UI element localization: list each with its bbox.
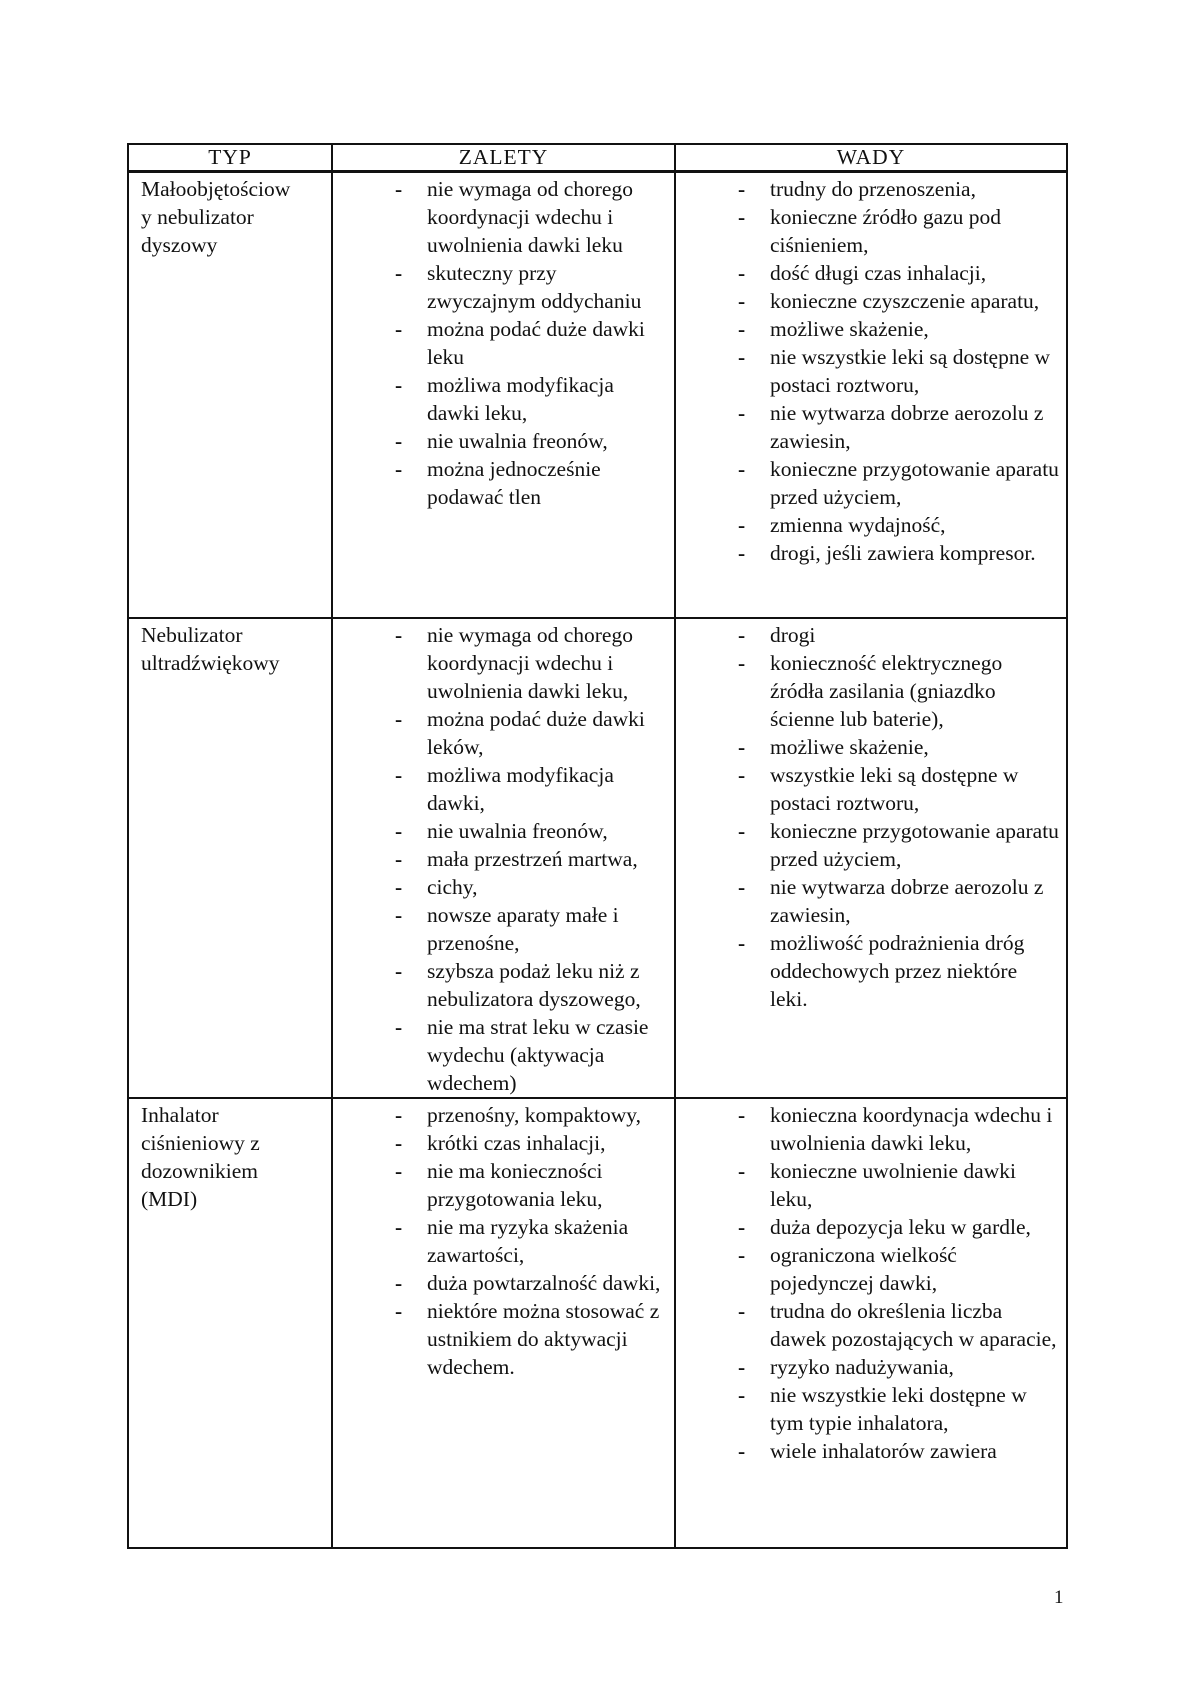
list-item: - nie wytwarza dobrze aerozolu z zawiesin, xyxy=(686,399,1060,455)
list-item: - możliwe skażenie, xyxy=(686,315,1060,343)
list-item: - konieczność elektrycznego źródła zasilania (gniazdko ścienne lub baterie), xyxy=(686,649,1060,733)
typ-cell xyxy=(128,1098,332,1548)
zalety-list xyxy=(343,175,668,511)
wady-cell xyxy=(675,618,1067,1098)
wady-cell xyxy=(675,1098,1067,1548)
list-item: - konieczne uwolnienie dawki leku, xyxy=(686,1157,1060,1213)
list-item: - możliwa modyfikacja dawki leku, xyxy=(343,371,668,427)
list-item: - drogi, jeśli zawiera kompresor. xyxy=(686,539,1060,567)
zalety-list xyxy=(343,1101,668,1381)
list-item: - nie wszystkie leki dostępne w tym typie inhalatora, xyxy=(686,1381,1060,1437)
list-item: - można podać duże dawki leku xyxy=(343,315,668,371)
list-item: - przenośny, kompaktowy, xyxy=(343,1101,668,1129)
table-header-row xyxy=(128,144,1067,172)
list-item: - nie wymaga od chorego koordynacji wdechu i uwolnienia dawki leku, xyxy=(343,621,668,705)
list-item: - niektóre można stosować z ustnikiem do aktywacji wdechem. xyxy=(343,1297,668,1381)
list-item: - nie uwalnia freonów, xyxy=(343,817,668,845)
list-item: - nie wymaga od chorego koordynacji wdechu i uwolnienia dawki leku xyxy=(343,175,668,259)
page-number: 1 xyxy=(1054,1587,1064,1608)
list-item: - drogi xyxy=(686,621,1060,649)
list-item: - dość długi czas inhalacji, xyxy=(686,259,1060,287)
header-wady: WADY xyxy=(675,144,1067,172)
list-item: - trudny do przenoszenia, xyxy=(686,175,1060,203)
zalety-list xyxy=(343,621,668,1097)
typ-label: Małoobjętościow y nebulizator dyszowy xyxy=(141,177,291,257)
wady-list xyxy=(686,1101,1060,1465)
list-item: - nie ma strat leku w czasie wydechu (aktywacja wdechem) xyxy=(343,1013,668,1097)
list-item: - możliwa modyfikacja dawki, xyxy=(343,761,668,817)
list-item: - konieczne czyszczenie aparatu, xyxy=(686,287,1060,315)
list-item: - konieczne przygotowanie aparatu przed użyciem, xyxy=(686,455,1060,511)
zalety-cell xyxy=(332,172,675,618)
header-zalety: ZALETY xyxy=(332,144,675,172)
list-item: - skuteczny przy zwyczajnym oddychaniu xyxy=(343,259,668,315)
list-item: - możliwość podrażnienia dróg oddechowych przez niektóre leki. xyxy=(686,929,1060,1013)
table-row xyxy=(128,618,1067,1098)
table-row xyxy=(128,172,1067,618)
list-item: - zmienna wydajność, xyxy=(686,511,1060,539)
list-item: - nie wszystkie leki są dostępne w postaci roztworu, xyxy=(686,343,1060,399)
list-item: - mała przestrzeń martwa, xyxy=(343,845,668,873)
list-item: - szybsza podaż leku niż z nebulizatora dyszowego, xyxy=(343,957,668,1013)
header-typ: TYP xyxy=(128,144,332,172)
typ-label: Inhalator ciśnieniowy z dozownikiem (MDI) xyxy=(141,1102,260,1211)
wady-list xyxy=(686,175,1060,567)
list-item: - nie ma konieczności przygotowania leku, xyxy=(343,1157,668,1213)
list-item: - nie wytwarza dobrze aerozolu z zawiesin, xyxy=(686,873,1060,929)
list-item: - krótki czas inhalacji, xyxy=(343,1129,668,1157)
list-item: - nie ma ryzyka skażenia zawartości, xyxy=(343,1213,668,1269)
list-item: - konieczne przygotowanie aparatu przed użyciem, xyxy=(686,817,1060,873)
zalety-cell xyxy=(332,1098,675,1548)
list-item: - duża powtarzalność dawki, xyxy=(343,1269,668,1297)
list-item: - wszystkie leki są dostępne w postaci roztworu, xyxy=(686,761,1060,817)
zalety-cell xyxy=(332,618,675,1098)
wady-list xyxy=(686,621,1060,1013)
list-item: - możliwe skażenie, xyxy=(686,733,1060,761)
list-item: - ograniczona wielkość pojedynczej dawki, xyxy=(686,1241,1060,1297)
list-item: - ryzyko nadużywania, xyxy=(686,1353,1060,1381)
typ-cell xyxy=(128,618,332,1098)
typ-label: Nebulizator ultradźwiękowy xyxy=(141,622,280,675)
list-item: - konieczne źródło gazu pod ciśnieniem, xyxy=(686,203,1060,259)
list-item: - nie uwalnia freonów, xyxy=(343,427,668,455)
list-item: - można jednocześnie podawać tlen xyxy=(343,455,668,511)
list-item: - można podać duże dawki leków, xyxy=(343,705,668,761)
list-item: - trudna do określenia liczba dawek pozostających w aparacie, xyxy=(686,1297,1060,1353)
list-item: - cichy, xyxy=(343,873,668,901)
list-item: - wiele inhalatorów zawiera xyxy=(686,1437,1060,1465)
list-item: - duża depozycja leku w gardle, xyxy=(686,1213,1060,1241)
wady-cell xyxy=(675,172,1067,618)
inhaler-comparison-table xyxy=(127,143,1068,1549)
typ-cell xyxy=(128,172,332,618)
list-item: - nowsze aparaty małe i przenośne, xyxy=(343,901,668,957)
table-row xyxy=(128,1098,1067,1548)
list-item: - konieczna koordynacja wdechu i uwolnienia dawki leku, xyxy=(686,1101,1060,1157)
